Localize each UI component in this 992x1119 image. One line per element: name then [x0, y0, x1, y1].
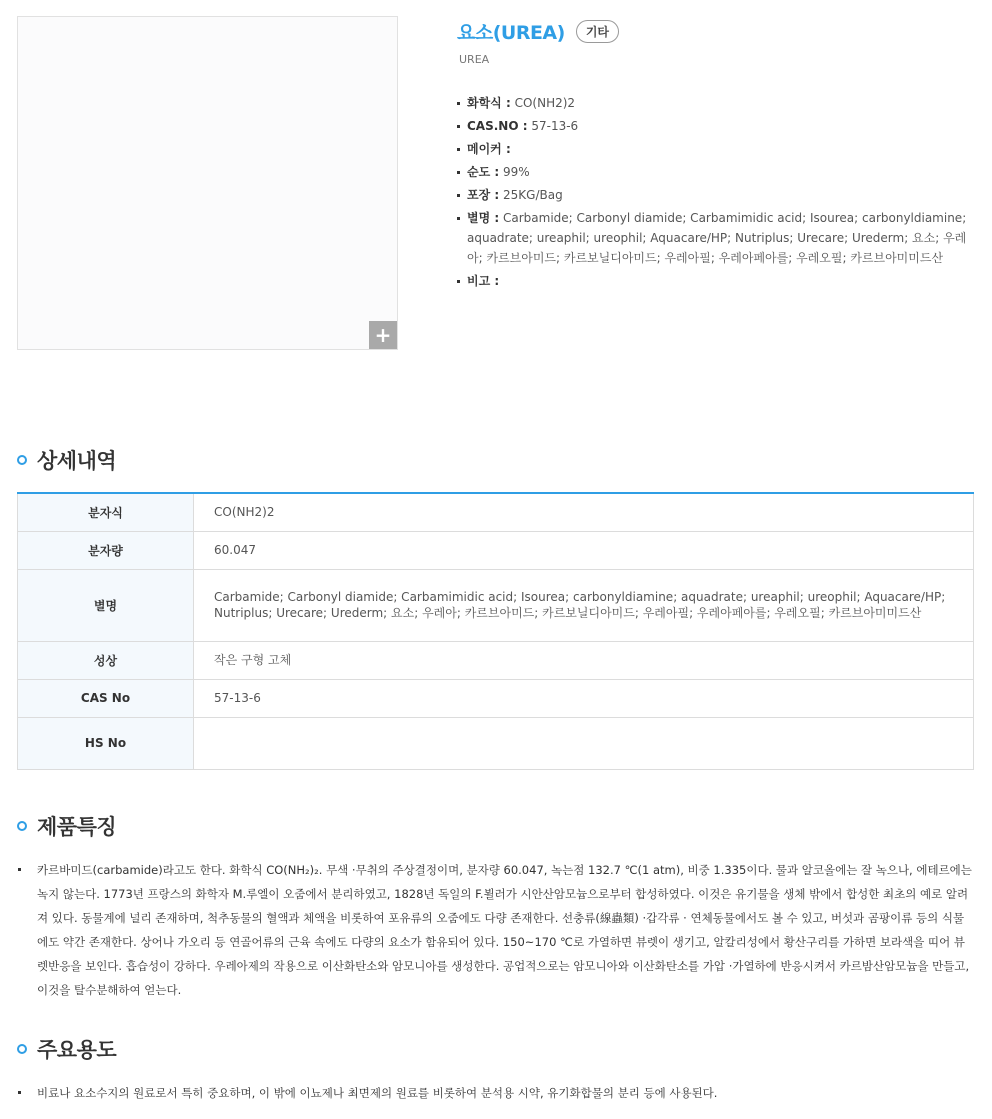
detail-table [17, 492, 974, 770]
row-value: CO(NH2)2 [194, 493, 974, 531]
spec-item [457, 93, 972, 113]
spec-label: CAS.NO : [467, 119, 528, 133]
spec-item [457, 271, 972, 291]
product-title-row [457, 18, 619, 45]
spec-value: 57-13-6 [531, 119, 579, 133]
row-header: 별명 [18, 569, 194, 641]
uses-paragraph: 비료나 요소수지의 원료로서 특히 중요하며, 이 밖에 이뇨제나 최면제의 원료를 비롯하여 분석용 시약, 유기화합물의 분리 등에 사용된다. [17, 1081, 972, 1105]
table-row [18, 717, 974, 769]
spec-item [457, 208, 972, 268]
category-badge: 기타 [576, 20, 619, 43]
spec-value: 25KG/Bag [503, 188, 563, 202]
row-value [194, 717, 974, 769]
row-value: Carbamide; Carbonyl diamide; Carbamimidic acid; Isourea; carbonyldiamine; aquadrate; ureaphil; ureophil; Aquacare/HP; Nutriplus; Urecare; Urederm; 요소; 우레아; 카르브아미드; 카르보닐디아미드; 우레아필; 우레아페아를; 우레오필; 카르브아미미드산 [194, 569, 974, 641]
spec-item [457, 162, 972, 182]
spec-label: 비고 : [467, 274, 500, 288]
product-subtitle: UREA [459, 53, 490, 66]
circle-icon [17, 1044, 27, 1054]
spec-item [457, 185, 972, 205]
spec-label: 별명 : [467, 211, 500, 225]
spec-label: 메이커 : [467, 142, 511, 156]
row-header: CAS No [18, 679, 194, 717]
table-row [18, 531, 974, 569]
spec-value: 99% [503, 165, 530, 179]
row-value: 60.047 [194, 531, 974, 569]
table-row [18, 493, 974, 531]
row-header: 성상 [18, 641, 194, 679]
spec-list [457, 93, 972, 294]
spec-value: Carbamide; Carbonyl diamide; Carbamimidic acid; Isourea; carbonyldiamine; aquadrate; ureaphil; ureophil; Aquacare/HP; Nutriplus; Urecare; Urederm; 요소; 우레아; 카르브아미드; 카르보닐디아미드; 우레아필; 우레아페아를; 우레오필; 카르브아미미드산 [467, 211, 967, 265]
product-title: 요소(UREA) [457, 22, 565, 44]
spec-item [457, 116, 972, 136]
table-row [18, 679, 974, 717]
section-title: 상세내역 [37, 449, 117, 473]
section-heading-detail [17, 445, 116, 475]
spec-label: 순도 : [467, 165, 500, 179]
spec-label: 화학식 : [467, 96, 511, 110]
row-header: 분자식 [18, 493, 194, 531]
section-title: 제품특징 [37, 815, 117, 839]
section-heading-uses [17, 1034, 116, 1064]
spec-label: 포장 : [467, 188, 500, 202]
table-row [18, 641, 974, 679]
product-image [17, 16, 398, 350]
row-header: 분자량 [18, 531, 194, 569]
table-row [18, 569, 974, 641]
row-header: HS No [18, 717, 194, 769]
circle-icon [17, 821, 27, 831]
spec-value: CO(NH2)2 [514, 96, 576, 110]
features-paragraph: 카르바미드(carbamide)라고도 한다. 화학식 CO(NH₂)₂. 무색 ·무취의 주상결정이며, 분자량 60.047, 녹는점 132.7 ℃(1 atm), 비중 1.335이다. 물과 알코올에는 잘 녹으나, 에테르에는 녹지 않는다. 1773년 프랑스의 화학자 M.루엘이 오줌에서 분리하였고, 1828년 독일의 F.뵐러가 시안산암모늄으로부터 합성하였다. 이것은 유기물을 생체 밖에서 합성한 최초의 예로 알려져 있다. 동물계에 널리 존재하며, 척추동물의 혈액과 체액을 비롯하여 포유류의 오줌에도 다량 존재한다. 선충류(線蟲類) ·갑각류 · 연체동물에서도 볼 수 있고, 버섯과 곰팡이류 등의 식물에도 약간 존재한다. 상어나 가오리 등 연골어류의 근육 속에도 다량의 요소가 함유되어 있다. 150~170 ℃로 가열하면 뷰렛이 생기고, 알칼리성에서 황산구리를 가하면 보라색을 띠어 뷰렛반응을 보인다. 흡습성이 강하다. 우레아제의 작용으로 이산화탄소와 암모니아를 생성한다. 공업적으로는 암모니아와 이산화탄소를 가압 ·가열하에 반응시켜서 카르밤산암모늄을 만들고, 이것을 탈수분해하여 얻는다. [17, 858, 972, 1002]
section-heading-features [17, 811, 116, 841]
section-title: 주요용도 [37, 1038, 117, 1062]
uses-list [17, 1081, 972, 1105]
spec-item [457, 139, 972, 159]
features-list [17, 858, 972, 1002]
zoom-button[interactable]: + [369, 321, 397, 349]
row-value: 57-13-6 [194, 679, 974, 717]
row-value: 작은 구형 고체 [194, 641, 974, 679]
circle-icon [17, 455, 27, 465]
